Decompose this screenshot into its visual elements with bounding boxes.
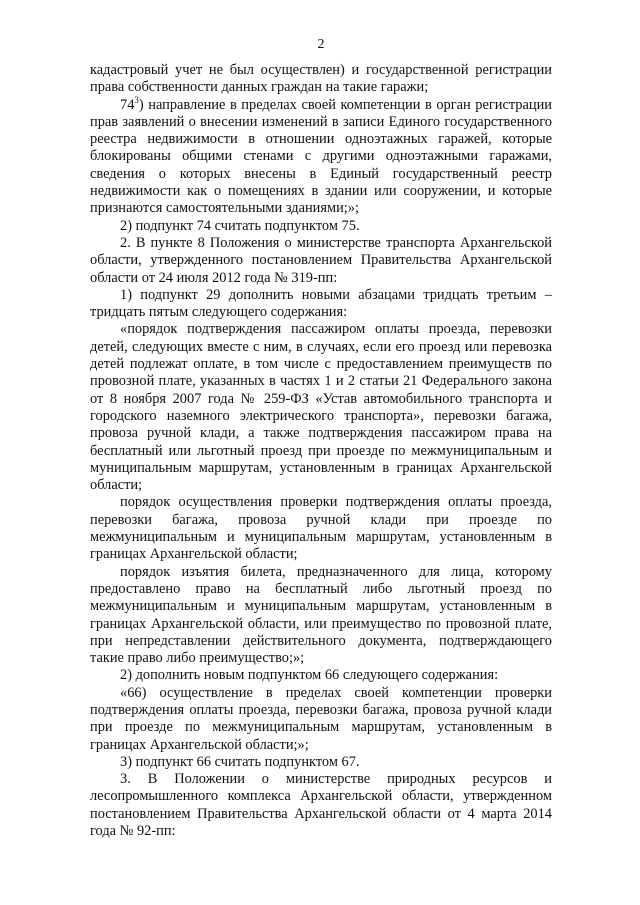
paragraph-4: 2. В пункте 8 Положения о министерстве транспорта Архангельской области, утвержденного постановлением Правительства Архангельской области от 24 июля 2012 года № 319-пп: [90, 234, 552, 286]
paragraph-1: кадастровый учет не был осуществлен) и государственной регистрации права собственности данных граждан на такие гаражи; [90, 62, 552, 96]
paragraph-11: 3) подпункт 66 считать подпунктом 67. [120, 753, 360, 770]
paragraph-6: «порядок подтверждения пассажиром оплаты проезда, перевозки детей, следующих вместе с ним, в случаях, если его проезд или перевозка детей подлежат оплате, в том числе с предоставлением преимуществ по провозной плате, указанных в частях 1 и 2 статьи 21 Федерального закона от 8 ноября 2007 года № 259-ФЗ «Устав автомобильного транспорта и городского наземного электрического транспорта», перевозки багажа, провоза ручной клади, а также подтверждения пассажиром права на бесплатный или льготный проезд при проезде по межмуниципальным и муниципальным маршрутам, установленным в границах Архангельской области; [90, 321, 552, 494]
paragraph-10: «66) осуществление в пределах своей компетенции проверки подтверждения оплаты проезда, перевозки багажа, провоза ручной клади при проезде по межмуниципальным маршрутам, установленным в границах Архангельской области;»; [90, 684, 552, 753]
paragraph-12: 3. В Положении о министерстве природных ресурсов и лесопромышленного комплекса Архангельской области, утвержденном постановлением Правительства Архангельской области от 4 марта 2014 года № 92-пп: [90, 771, 552, 840]
page-number: 2 [317, 37, 325, 52]
paragraph-2 [90, 94, 552, 218]
item-superscript: 3 [134, 94, 139, 105]
paragraph-7: порядок осуществления проверки подтверждения оплаты проезда, перевозки багажа, провоза ручной клади при проезде по межмуниципальным и муниципальным маршрутам, установленным в границах Архангельской области; [90, 494, 552, 563]
paragraph-9: 2) дополнить новым подпунктом 66 следующего содержания: [120, 667, 499, 684]
paragraph-5: 1) подпункт 29 дополнить новыми абзацами тридцать третьим – тридцать пятым следующего содержания: [90, 286, 552, 321]
paragraph-8: порядок изъятия билета, предназначенного для лица, которому предоставлено право на бесплатный либо льготный проезд по межмуниципальным и муниципальным маршрутам, установленным в границах Архангельской области, или преимущество по провозной плате, при непредставлении действительного документа, подтверждающего такие право либо преимущество;»; [90, 563, 552, 667]
item-number: 74 [120, 96, 135, 113]
item-text: ) направление в пределах своей компетенции в орган регистрации прав заявлений о внесении изменений в записи Единого государственного реестра недвижимости в отношении одноэтажных гаражей, которые блокированы общими стенами с другими одноэтажными гаражами, сведения о которых внесены в Единый государственный реестр недвижимости как о помещениях в здании или сооружении, и которые признаются самостоятельными зданиями;»; [90, 96, 552, 217]
paragraph-3: 2) подпункт 74 считать подпунктом 75. [120, 217, 360, 234]
